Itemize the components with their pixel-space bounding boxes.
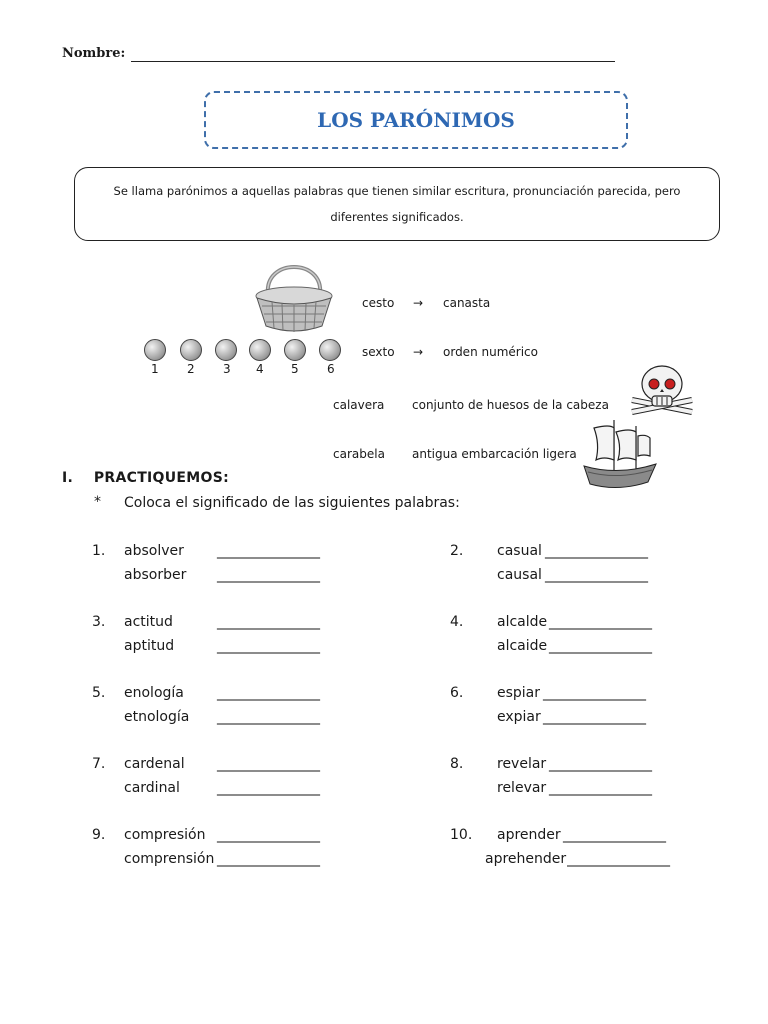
- exercise-word: aptitud: [124, 638, 175, 654]
- ball-icon: [215, 339, 237, 361]
- ship-icon: [580, 416, 658, 492]
- instruction-text: Coloca el significado de las siguientes palabras:: [124, 495, 460, 511]
- exercise-word: absorber: [124, 567, 187, 583]
- example-word-calavera: calavera: [333, 398, 385, 412]
- exercise-word: aprehender: [485, 851, 567, 867]
- answer-blank[interactable]: _________________: [217, 685, 319, 701]
- exercise-word: actitud: [124, 614, 173, 630]
- answer-blank[interactable]: _________________: [545, 567, 647, 583]
- exercise-word: relevar: [497, 780, 547, 796]
- ball-number: 1: [151, 362, 159, 376]
- exercise-word: absolver: [124, 543, 184, 559]
- exercise-word: causal: [497, 567, 542, 583]
- ball-number: 6: [327, 362, 335, 376]
- exercise-word: alcalde: [497, 614, 548, 630]
- section-numeral: I.: [62, 470, 74, 486]
- answer-blank[interactable]: _________________: [543, 685, 645, 701]
- exercise-word: cardinal: [124, 780, 180, 796]
- exercise-word: cardenal: [124, 756, 185, 772]
- exercise-number: 4.: [450, 614, 464, 630]
- page-title: LOS PARÓNIMOS: [317, 108, 515, 132]
- answer-blank[interactable]: _________________: [563, 827, 665, 843]
- exercise-word: alcaide: [497, 638, 548, 654]
- answer-blank[interactable]: _________________: [549, 614, 651, 630]
- nombre-label: Nombre:: [62, 46, 126, 61]
- example-meaning-calavera: conjunto de huesos de la cabeza: [412, 398, 609, 412]
- exercise-word: enología: [124, 685, 184, 701]
- ball-number: 4: [256, 362, 264, 376]
- answer-blank[interactable]: _________________: [217, 543, 319, 559]
- answer-blank[interactable]: _________________: [217, 567, 319, 583]
- exercise-number: 10.: [450, 827, 473, 843]
- example-meaning-cesto: canasta: [443, 296, 491, 310]
- exercise-word: espiar: [497, 685, 541, 701]
- example-word-carabela: carabela: [333, 447, 385, 461]
- exercise-word: revelar: [497, 756, 547, 772]
- exercise-number: 8.: [450, 756, 464, 772]
- exercise-word: casual: [497, 543, 542, 559]
- example-meaning-carabela: antigua embarcación ligera: [412, 447, 577, 461]
- answer-blank[interactable]: _________________: [217, 638, 319, 654]
- answer-blank[interactable]: _________________: [217, 756, 319, 772]
- definition-text: Se llama parónimos a aquellas palabras que tienen similar escritura, pronunciación parecida, pero diferentes significados.: [113, 184, 681, 224]
- exercise-word: comprensión: [124, 851, 215, 867]
- section-title: PRACTIQUEMOS:: [93, 470, 230, 486]
- basket-icon: [250, 252, 338, 336]
- example-meaning-sexto: orden numérico: [443, 345, 538, 359]
- exercise-word: compresión: [124, 827, 206, 843]
- answer-blank[interactable]: _________________: [549, 780, 651, 796]
- answer-blank[interactable]: _________________: [549, 638, 651, 654]
- section-heading: [62, 470, 229, 486]
- ball-icon: [180, 339, 202, 361]
- exercise-number: 6.: [450, 685, 464, 701]
- ball-number: 3: [223, 362, 231, 376]
- exercise-number: 5.: [92, 685, 106, 701]
- exercise-word: etnología: [124, 709, 190, 725]
- exercise-number: 2.: [450, 543, 464, 559]
- ball-icon: [319, 339, 341, 361]
- answer-blank[interactable]: _________________: [217, 827, 319, 843]
- ball-number: 5: [291, 362, 299, 376]
- answer-blank[interactable]: _________________: [217, 709, 319, 725]
- answer-blank[interactable]: _________________: [567, 851, 669, 867]
- answer-blank[interactable]: _________________: [217, 780, 319, 796]
- answer-blank[interactable]: _________________: [217, 614, 319, 630]
- arrow-icon: →: [413, 296, 424, 310]
- arrow-icon: →: [413, 345, 424, 359]
- nombre-input-line[interactable]: [131, 61, 615, 62]
- answer-blank[interactable]: _________________: [217, 851, 319, 867]
- answer-blank[interactable]: _________________: [545, 543, 647, 559]
- bullet-icon: *: [94, 494, 101, 510]
- definition-box: [74, 167, 720, 241]
- exercise-number: 7.: [92, 756, 106, 772]
- exercise-number: 9.: [92, 827, 106, 843]
- exercise-word: expiar: [497, 709, 541, 725]
- answer-blank[interactable]: _________________: [549, 756, 651, 772]
- skull-icon: [626, 360, 698, 418]
- answer-blank[interactable]: _________________: [543, 709, 645, 725]
- example-word-sexto: sexto: [362, 345, 395, 359]
- example-word-cesto: cesto: [362, 296, 395, 310]
- exercise-number: 3.: [92, 614, 106, 630]
- ball-icon: [144, 339, 166, 361]
- exercise-number: 1.: [92, 543, 106, 559]
- ball-number: 2: [187, 362, 195, 376]
- exercise-word: aprender: [497, 827, 561, 843]
- ball-icon: [284, 339, 306, 361]
- ball-icon: [249, 339, 271, 361]
